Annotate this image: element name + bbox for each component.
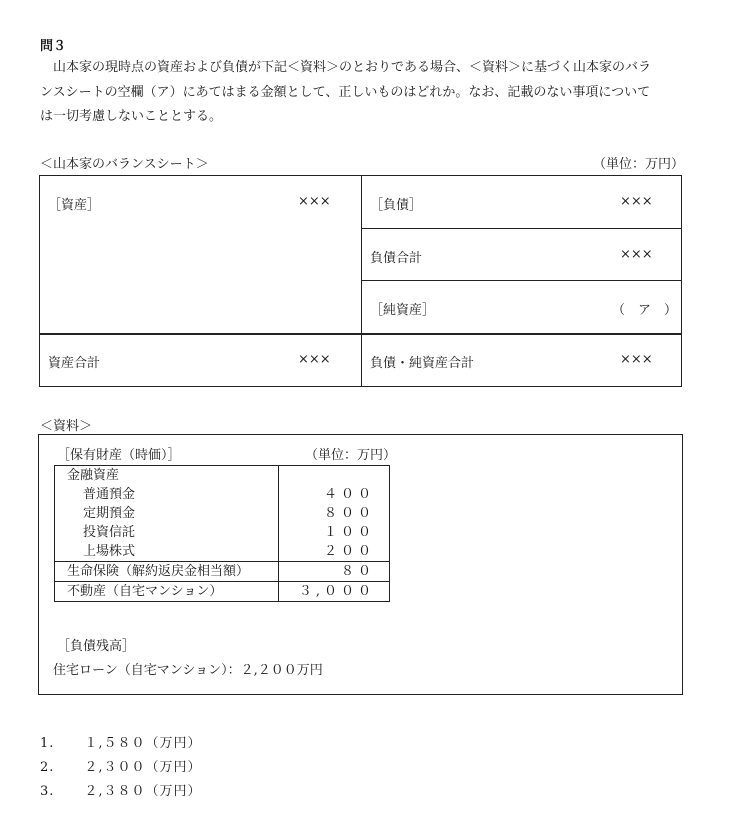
financial-assets-label: 金融資産 (55, 466, 279, 486)
insurance-name: 生命保険（解約返戻金相当額） (55, 562, 279, 582)
table-row (55, 523, 390, 542)
asset-value: ４００ (279, 485, 390, 504)
choice-text: １,５８０（万円） (84, 736, 202, 751)
reference-box (38, 434, 683, 695)
table-row (55, 504, 390, 523)
table-row (55, 562, 390, 582)
real-estate-value: ３,０００ (279, 582, 390, 602)
debt-text: 住宅ローン（自宅マンション）：２,２００万円 (53, 663, 323, 678)
choice-3[interactable] (40, 780, 202, 799)
assets-label: ［資産］ (48, 198, 101, 213)
empty-cell (279, 466, 390, 486)
question-line-2: ンスシートの空欄（ア）にあてはまる金額として、正しいものはどれか。なお、記載のない事項について (40, 84, 651, 100)
liabilities-total-label: 負債合計 (370, 251, 423, 266)
balance-sheet-title: ＜山本家のバランスシート＞ (40, 157, 209, 172)
choice-number: 3. (40, 784, 55, 799)
table-row (55, 582, 390, 602)
net-assets-label: ［純資産］ (370, 303, 436, 318)
choice-text: ２,３８０（万円） (84, 784, 202, 799)
grand-total-label: 負債・純資産合計 (370, 356, 475, 371)
question-text (40, 56, 690, 130)
totals-divider (40, 333, 681, 335)
choice-number: 1. (40, 736, 55, 751)
real-estate-name: 不動産（自宅マンション） (55, 582, 279, 602)
center-divider (361, 176, 362, 386)
liabilities-total-value: ××× (620, 247, 653, 262)
table-row (55, 542, 390, 562)
net-assets-blank: （ ア ） (612, 303, 678, 318)
grand-total-value: ××× (620, 352, 653, 367)
balance-sheet-unit: （単位：万円） (592, 157, 684, 172)
asset-name: 普通預金 (55, 485, 279, 504)
asset-value: ２００ (279, 542, 390, 562)
question-line-1: 山本家の現時点の資産および負債が下記＜資料＞のとおりである場合、＜資料＞に基づく山本家のバラ (53, 60, 652, 75)
liabilities-label: ［負債］ (370, 198, 423, 213)
table-row (55, 466, 390, 486)
assets-total-value: ××× (298, 352, 331, 367)
question-line-3: は一切考慮しないこととする。 (40, 109, 223, 124)
debt-label: ［負債残高］ (57, 639, 136, 654)
asset-value: ８００ (279, 504, 390, 523)
choice-2[interactable] (40, 756, 202, 775)
holdings-unit: （単位：万円） (305, 448, 397, 463)
choice-1[interactable] (40, 732, 202, 751)
question-number: 問３ (40, 39, 67, 54)
liabilities-value: ××× (620, 194, 653, 209)
holdings-table (54, 465, 390, 602)
asset-name: 上場株式 (55, 542, 279, 562)
row-divider-2 (361, 280, 681, 281)
choice-number: 2. (40, 760, 55, 775)
asset-name: 定期預金 (55, 504, 279, 523)
table-row (55, 485, 390, 504)
row-divider-1 (361, 228, 681, 229)
balance-sheet-table (39, 175, 682, 387)
assets-value: ××× (298, 194, 331, 209)
asset-name: 投資信託 (55, 523, 279, 542)
reference-title: ＜資料＞ (40, 419, 93, 434)
choice-text: ２,３００（万円） (84, 760, 202, 775)
insurance-value: ８０ (279, 562, 390, 582)
asset-value: １００ (279, 523, 390, 542)
assets-total-label: 資産合計 (48, 356, 101, 371)
holdings-label: ［保有財産（時価）］ (57, 448, 181, 463)
